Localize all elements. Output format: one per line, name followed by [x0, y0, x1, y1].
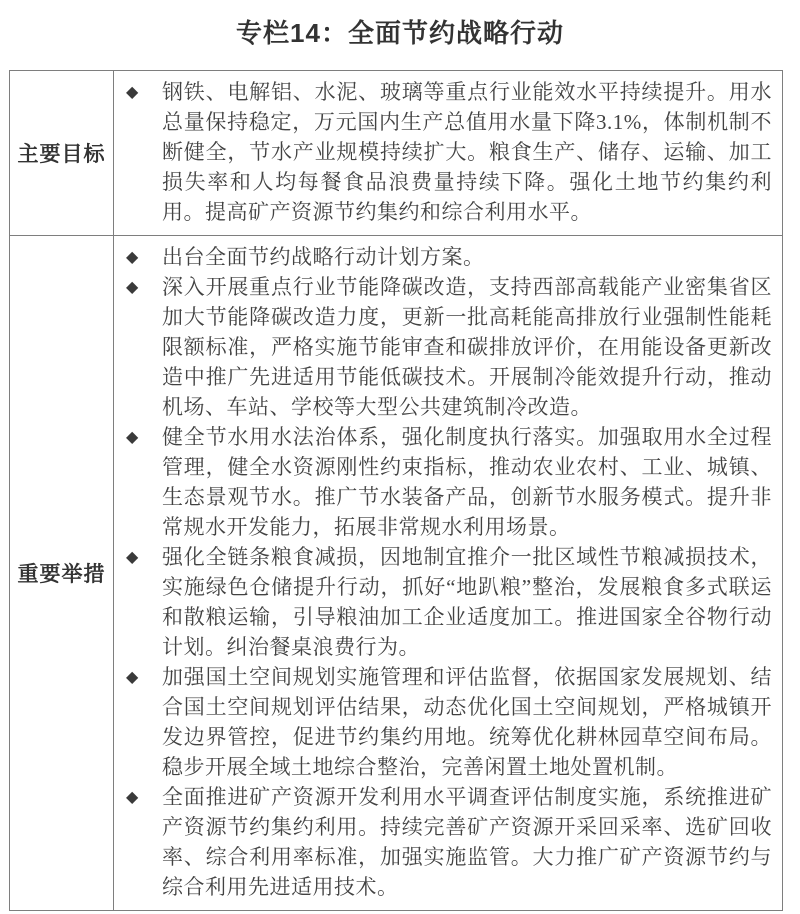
row-header-main-goals: 主要目标	[10, 71, 114, 236]
bullet-item	[122, 782, 772, 902]
page-title: 专栏14：全面节约战略行动	[236, 18, 564, 48]
table-row-key-measures	[10, 236, 782, 911]
bullet-text: 加强国土空间规划实施管理和评估监督，依据国家发展规划、结合国土空间规划评估结果，动态优化国土空间规划，严格城镇开发边界管控，促进节约集约用地。统筹优化耕林园草空间布局。稳步开展全域土地综合整治，完善闲置土地处置机制。	[162, 665, 772, 779]
bullet-item	[122, 542, 772, 662]
diamond-bullet-icon: ◆	[126, 547, 139, 566]
diamond-bullet-icon: ◆	[126, 787, 139, 806]
bullet-item	[122, 77, 772, 227]
table-row-main-goals	[10, 71, 782, 236]
bullet-item	[122, 272, 772, 422]
policy-box-table	[9, 70, 783, 911]
diamond-bullet-icon: ◆	[126, 427, 139, 446]
bullet-text: 全面推进矿产资源开发利用水平调查评估制度实施，系统推进矿产资源节约集约利用。持续完善矿产资源开采回采率、选矿回收率、综合利用率标准，加强实施监管。大力推广矿产资源节约与综合利用先进适用技术。	[162, 785, 772, 899]
table	[10, 71, 782, 910]
bullet-text: 健全节水用水法治体系，强化制度执行落实。加强取用水全过程管理，健全水资源刚性约束指标，推动农业农村、工业、城镇、生态景观节水。推广节水装备产品，创新节水服务模式。提升非常规水开发能力，拓展非常规水利用场景。	[162, 425, 772, 539]
diamond-bullet-icon: ◆	[126, 667, 139, 686]
bullet-item	[122, 662, 772, 782]
bullet-text: 出台全面节约战略行动计划方案。	[162, 245, 485, 269]
bullet-text: 深入开展重点行业节能降碳改造，支持西部高载能产业密集省区加大节能降碳改造力度，更新一批高耗能高排放行业强制性能耗限额标准，严格实施节能审查和碳排放评价，在用能设备更新改造中推广先进适用节能低碳技术。开展制冷能效提升行动，推动机场、车站、学校等大型公共建筑制冷改造。	[162, 275, 772, 419]
row-header-key-measures: 重要举措	[10, 236, 114, 911]
bullet-item	[122, 422, 772, 542]
bullet-text: 强化全链条粮食减损，因地制宜推介一批区域性节粮减损技术，实施绿色仓储提升行动，抓好“地趴粮”整治，发展粮食多式联运和散粮运输，引导粮油加工企业适度加工。推进国家全谷物行动计划。纠治餐桌浪费行为。	[162, 545, 772, 659]
diamond-bullet-icon: ◆	[126, 82, 139, 101]
diamond-bullet-icon: ◆	[126, 247, 139, 266]
row-content-key-measures	[114, 236, 783, 911]
bullet-item	[122, 242, 772, 272]
bullet-text: 钢铁、电解铝、水泥、玻璃等重点行业能效水平持续提升。用水总量保持稳定，万元国内生产总值用水量下降3.1%，体制机制不断健全，节水产业规模持续扩大。粮食生产、储存、运输、加工损失率和人均每餐食品浪费量持续下降。强化土地节约集约利用。提高矿产资源节约集约和综合利用水平。	[162, 80, 772, 224]
diamond-bullet-icon: ◆	[126, 277, 139, 296]
row-content-main-goals	[114, 71, 783, 236]
